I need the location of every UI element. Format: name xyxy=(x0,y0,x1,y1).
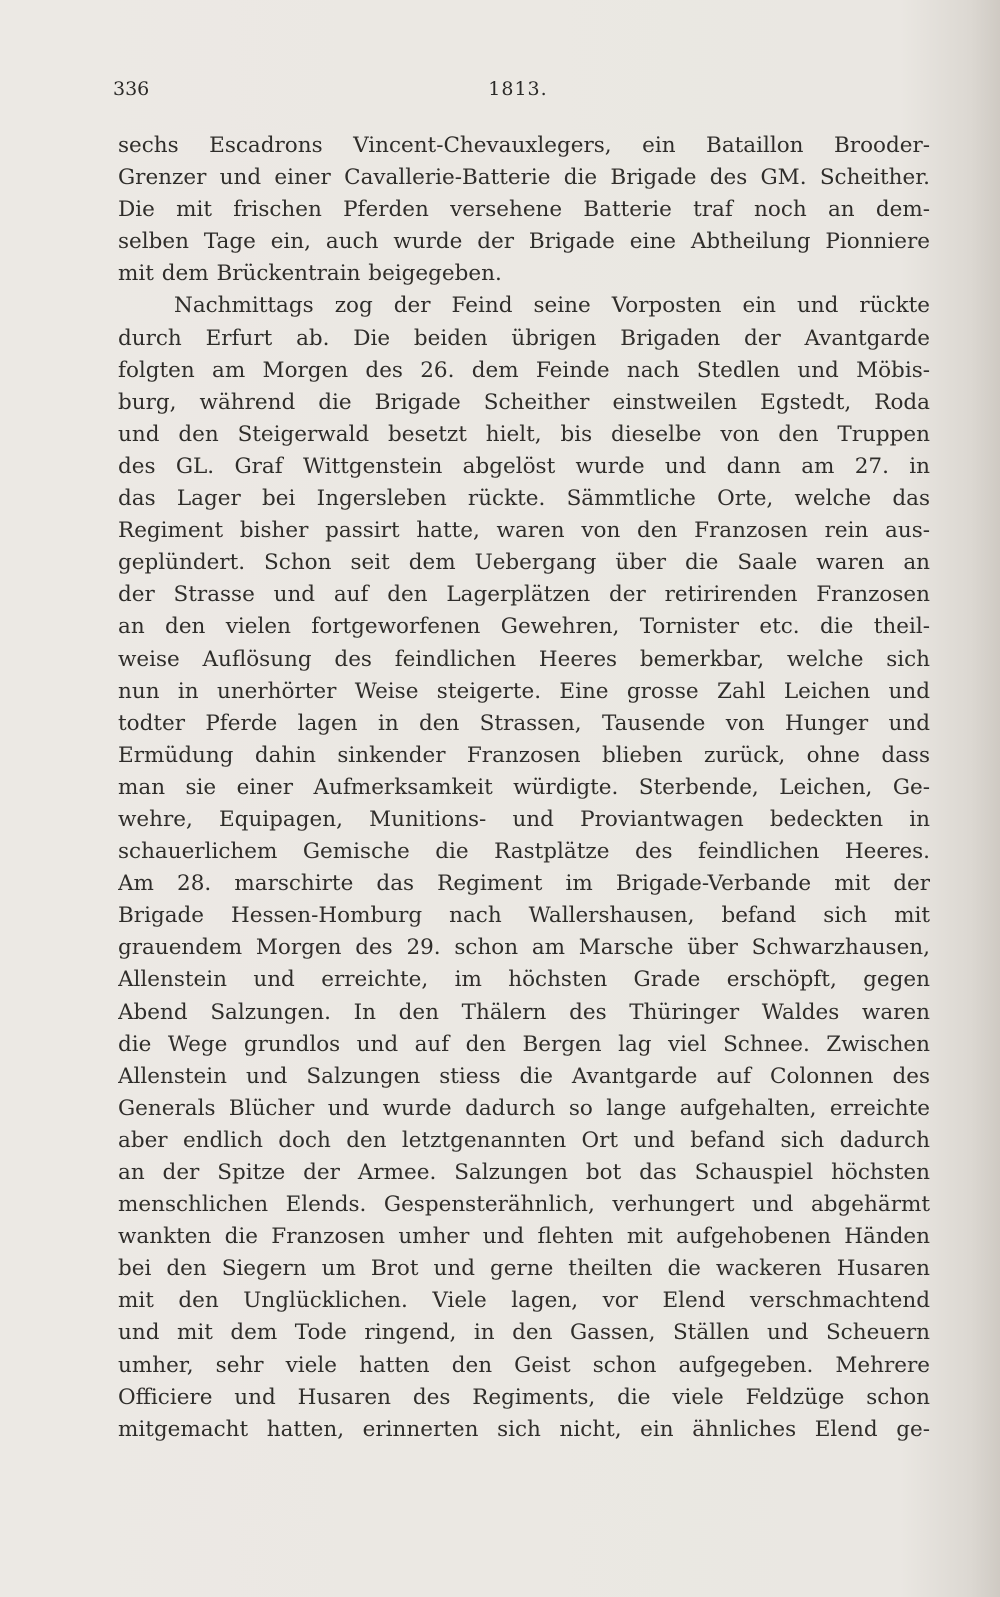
text-line: der Strasse und auf den Lagerplätzen der retirirenden Franzosen xyxy=(118,582,930,608)
text-line: aber endlich doch den letztgenannten Ort und befand sich dadurch xyxy=(118,1127,930,1153)
body-text xyxy=(118,130,930,1446)
text-line: an der Spitze der Armee. Salzungen bot das Schauspiel höchsten xyxy=(118,1160,930,1185)
text-line: folgten am Morgen des 26. dem Feinde nach Stedlen und Möbis- xyxy=(118,357,930,383)
text-line: wehre, Equipagen, Munitions- und Proviantwagen bedeckten in xyxy=(118,806,930,832)
text-line: Nachmittags zog der Feind seine Vorposten ein und rückte xyxy=(174,293,930,319)
text-line: die Wege grundlos und auf den Bergen lag viel Schnee. Zwischen xyxy=(118,1031,930,1057)
text-line: bei den Siegern um Brot und gerne theilten die wackeren Husaren xyxy=(118,1256,930,1282)
text-line: mit dem Brückentrain beigegeben. xyxy=(118,261,502,287)
text-line: umher, sehr viele hatten den Geist schon aufgegeben. Mehrere xyxy=(118,1352,930,1378)
running-head: 1813. xyxy=(488,78,548,100)
text-line: das Lager bei Ingersleben rückte. Sämmtliche Orte, welche das xyxy=(118,486,930,512)
text-line: mitgemacht hatten, erinnerten sich nicht, ein ähnliches Elend ge- xyxy=(118,1416,930,1442)
text-line: des GL. Graf Wittgenstein abgelöst wurde und dann am 27. in xyxy=(118,453,930,479)
text-line: Officiere und Husaren des Regiments, die viele Feldzüge schon xyxy=(118,1384,930,1410)
text-line: Allenstein und erreichte, im höchsten Grade erschöpft, gegen xyxy=(118,967,930,993)
text-line: wankten die Franzosen umher und flehten mit aufgehobenen Händen xyxy=(118,1224,930,1250)
text-line: Regiment bisher passirt hatte, waren von den Franzosen rein aus- xyxy=(118,518,930,544)
text-line: und mit dem Tode ringend, in den Gassen, Ställen und Scheuern xyxy=(118,1320,930,1346)
text-line: Die mit frischen Pferden versehene Batterie traf noch an dem- xyxy=(118,197,930,223)
text-line: Brigade Hessen-Homburg nach Wallershausen, befand sich mit xyxy=(118,903,930,929)
text-line: weise Auflösung des feindlichen Heeres bemerkbar, welche sich xyxy=(118,646,930,672)
text-line: selben Tage ein, auch wurde der Brigade eine Abtheilung Pionniere xyxy=(118,229,930,255)
text-line: grauendem Morgen des 29. schon am Marsche über Schwarzhausen, xyxy=(118,935,930,961)
text-line: Am 28. marschirte das Regiment im Brigade-Verbande mit der xyxy=(118,871,930,897)
text-line: Grenzer und einer Cavallerie-Batterie die Brigade des GM. Scheither. xyxy=(118,165,930,191)
text-line: geplündert. Schon seit dem Uebergang über die Saale waren an xyxy=(118,550,930,576)
text-line: Abend Salzungen. In den Thälern des Thüringer Waldes waren xyxy=(118,999,930,1025)
page-number: 336 xyxy=(113,78,150,100)
text-line: sechs Escadrons Vincent-Chevauxlegers, ein Bataillon Brooder- xyxy=(118,133,930,158)
text-line: Generals Blücher und wurde dadurch so lange aufgehalten, erreichte xyxy=(118,1095,930,1121)
text-line: Allenstein und Salzungen stiess die Avantgarde auf Colonnen des xyxy=(118,1063,930,1089)
text-line: menschlichen Elends. Gespensterähnlich, verhungert und abgehärmt xyxy=(118,1192,930,1218)
text-line: Ermüdung dahin sinkender Franzosen blieben zurück, ohne dass xyxy=(118,742,930,768)
text-line: mit den Unglücklichen. Viele lagen, vor Elend verschmachtend xyxy=(118,1288,930,1314)
text-line: man sie einer Aufmerksamkeit würdigte. Sterbende, Leichen, Ge- xyxy=(118,774,930,800)
text-line: durch Erfurt ab. Die beiden übrigen Brigaden der Avantgarde xyxy=(118,325,930,351)
text-line: nun in unerhörter Weise steigerte. Eine grosse Zahl Leichen und xyxy=(118,678,930,704)
page-header xyxy=(113,78,923,108)
text-line: an den vielen fortgeworfenen Gewehren, Tornister etc. die theil- xyxy=(118,614,930,640)
text-line: und den Steigerwald besetzt hielt, bis dieselbe von den Truppen xyxy=(118,421,930,447)
text-line: schauerlichem Gemische die Rastplätze des feindlichen Heeres. xyxy=(118,839,930,865)
text-line: burg, während die Brigade Scheither einstweilen Egstedt, Roda xyxy=(118,389,930,415)
text-line: todter Pferde lagen in den Strassen, Tausende von Hunger und xyxy=(118,710,930,736)
